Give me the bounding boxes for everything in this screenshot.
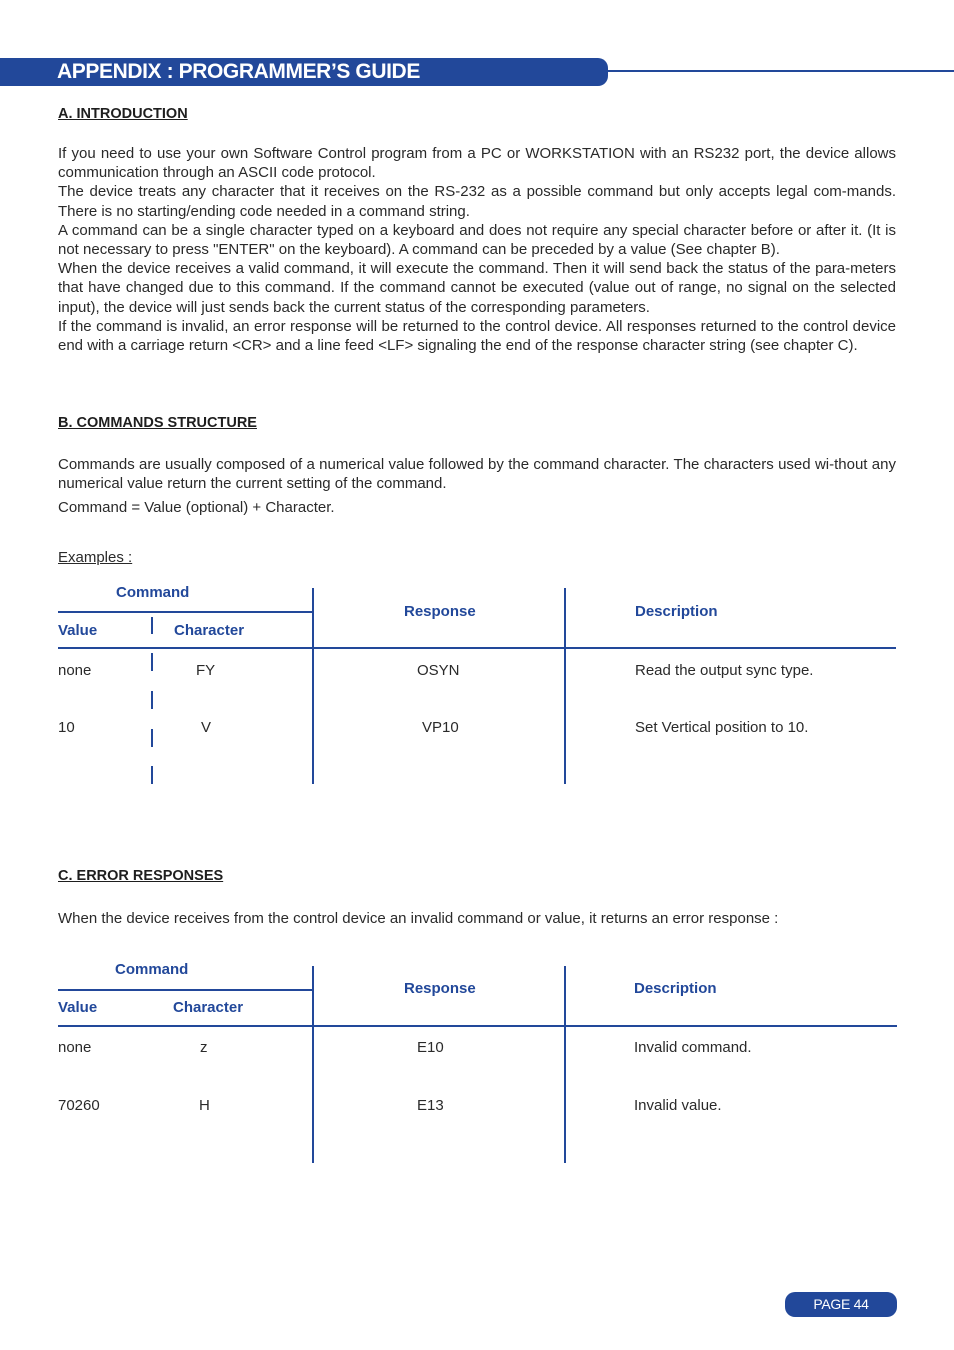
table-divider (312, 588, 314, 784)
intro-paragraph: The device treats any character that it receives on the RS-232 as a possible command but only accepts legal com-mands. There is no starting/ending code needed in a command string. (58, 183, 896, 220)
col-value: Value (58, 622, 98, 639)
intro-paragraph: A command can be a single character typed on a keyboard and does not require any special character before or after it. (It is not necessary to press "ENTER" on the keyboard). A command can be preceded by a value (See chapter B). (58, 221, 896, 259)
table-cell-value: 70260 (58, 1097, 100, 1114)
table-cell-character: H (199, 1097, 210, 1114)
table-divider (151, 617, 153, 634)
table-rule (58, 611, 313, 613)
intro-paragraph: When the device receives a valid command, it will execute the command. Then it will send back the status of the para-meters that have changed due to this command. If the command cannot be executed (value out of range, no signal on the selected input), the device will just sends back the current status of the corresponding parameters. (58, 260, 896, 316)
table-rule (58, 989, 313, 991)
header-rule (608, 70, 954, 72)
table-divider (151, 653, 153, 671)
table-divider (564, 588, 566, 784)
errors-paragraph: When the device receives from the control device an invalid command or value, it returns an error response : (58, 910, 779, 927)
table-cell-response: E10 (417, 1039, 444, 1056)
table-cell-character: V (201, 719, 212, 736)
table-cell-character: z (200, 1039, 208, 1056)
col-character: Character (173, 999, 244, 1016)
table-divider (151, 766, 153, 784)
command-formula: Command = Value (optional) + Character. (58, 499, 335, 516)
table-cell-value: none (58, 1039, 92, 1056)
table-cell-description: Set Vertical position to 10. (635, 719, 809, 736)
errors-heading: C. ERROR RESPONSES (58, 868, 224, 884)
table-cell-value: 10 (58, 719, 75, 736)
col-value: Value (58, 999, 98, 1016)
table-cell-value: none (58, 662, 92, 679)
table-cell-response: E13 (417, 1097, 444, 1114)
table-divider (564, 966, 566, 1163)
structure-paragraph: Commands are usually composed of a numerical value followed by the command character. The characters used wi-thout any numerical value return the current setting of the command. (58, 456, 896, 493)
table-divider (151, 729, 153, 747)
col-character: Character (174, 622, 245, 639)
table-rule (58, 1025, 897, 1027)
col-description: Description (635, 603, 718, 620)
table-divider (312, 966, 314, 1163)
col-command: Command (115, 961, 189, 978)
table-cell-description: Invalid value. (634, 1097, 722, 1114)
table-cell-response: OSYN (417, 662, 460, 679)
intro-body (58, 144, 896, 355)
col-response: Response (404, 980, 476, 997)
page-title: APPENDIX : PROGRAMMER’S GUIDE (57, 60, 420, 83)
table-cell-response: VP10 (422, 719, 459, 736)
table-divider (151, 691, 153, 709)
col-description: Description (634, 980, 717, 997)
intro-heading: A. INTRODUCTION (58, 106, 188, 122)
structure-heading: B. COMMANDS STRUCTURE (58, 415, 257, 431)
col-command: Command (116, 584, 190, 601)
examples-label: Examples : (58, 549, 133, 566)
intro-paragraph: If the command is invalid, an error response will be returned to the control device. All responses returned to the control device end with a carriage return <CR> and a line feed <LF> signaling the end of the response character string (see chapter C). (58, 317, 896, 355)
table-cell-description: Read the output sync type. (635, 662, 814, 679)
page-number-badge: PAGE 44 (785, 1292, 897, 1317)
intro-paragraph: If you need to use your own Software Control program from a PC or WORKSTATION with an RS232 port, the device allows communication through an ASCII code protocol. (58, 145, 896, 182)
table-cell-character: FY (196, 662, 216, 679)
col-response: Response (404, 603, 476, 620)
table-rule (58, 647, 896, 649)
table-cell-description: Invalid command. (634, 1039, 752, 1056)
